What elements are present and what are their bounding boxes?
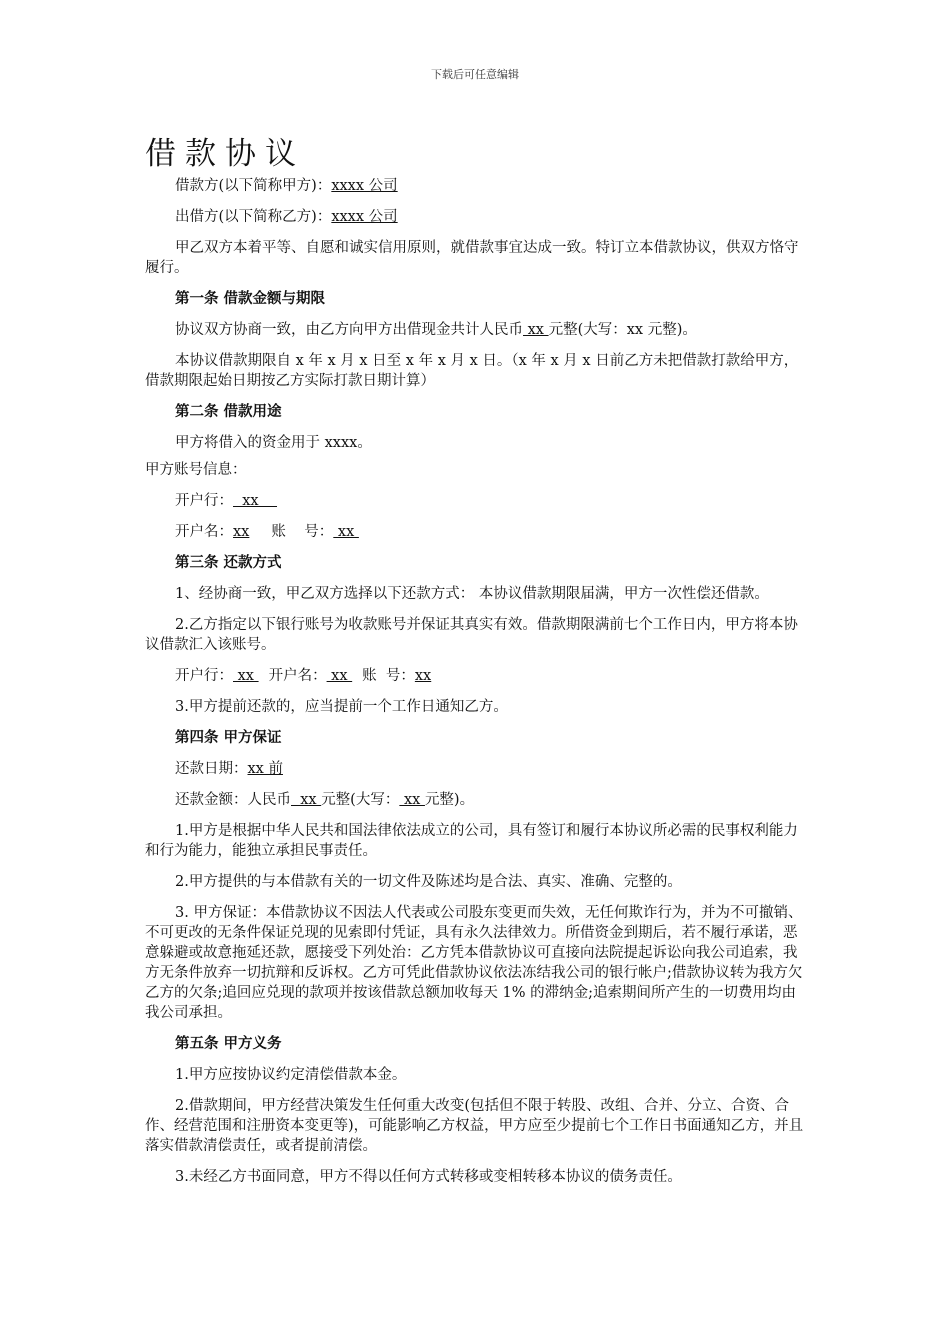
repayment-amount-line: 还款金额：人民币 xx 元整(大写： xx 元整)。 [175, 792, 475, 808]
borrower-name: xxxx 公司 [331, 178, 398, 194]
lender-name: xxxx 公司 [331, 209, 398, 225]
repayment-method-paragraph: 1、经协商一致，甲乙双方选择以下还款方式： 本协议借款期限届满，甲方一次性偿还借款。 [175, 586, 769, 602]
obligation-paragraph-1: 1.甲方应按协议约定清偿借款本金。 [175, 1067, 407, 1083]
document-body [145, 176, 805, 1198]
account-info-label: 甲方账号信息： [145, 462, 247, 478]
repayment-date-line: 还款日期：xx 前 [175, 761, 283, 777]
borrower-bank-line: 开户行： xx [175, 493, 278, 509]
loan-amount-paragraph: 协议双方协商一致，由乙方向甲方出借现金共计人民币 xx 元整(大写：xx 元整)。 [175, 322, 697, 338]
lender-bank-line: 开户行： xx 开户名： xx 账 号：xx [175, 668, 432, 684]
obligation-paragraph-2: 2.借款期间，甲方经营决策发生任何重大改变(包括但不限于转股、改组、合并、分立、合资、合作、经营范围和注册资本变更等)，可能影响乙方权益，甲方应至少提前七个工作日书面通知乙方，并且落实借款清偿责任，或者提前清偿。 [145, 1098, 804, 1154]
guarantee-paragraph-2: 2.甲方提供的与本借款有关的一切文件及陈述均是合法、真实、准确、完整的。 [175, 874, 682, 890]
loan-purpose-paragraph: 甲方将借入的资金用于 xxxx。 [175, 435, 372, 451]
document-title: 借款协议 [145, 136, 305, 172]
lender-account-name: xx [326, 668, 353, 684]
loan-term-paragraph: 本协议借款期限自 x 年 x 月 x 日至 x 年 x 月 x 日。（x 年 x 月 x 日前乙方未把借款打款给甲方，借款期限起始日期按乙方实际打款日期计算） [145, 353, 799, 389]
repayment-amount-upper: xx [399, 792, 425, 808]
intro-paragraph: 甲乙双方本着平等、自愿和诚实信用原则，就借款事宜达成一致。特订立本借款协议，供双方恪守履行。 [145, 240, 799, 276]
early-repayment-paragraph: 3.甲方提前还款的，应当提前一个工作日通知乙方。 [175, 699, 508, 715]
guarantee-paragraph-3: 3. 甲方保证：本借款协议不因法人代表或公司股东变更而失效，无任何欺诈行为，并为不可撤销、不可更改的无条件保证兑现的见索即付凭证，具有永久法律效力。所借资金到期后，若不履行承诺，恶意躲避或故意拖延还款，愿接受下列处治：乙方凭本借款协议可直接向法院提起诉讼向我公司追索，我方无条件放弃一切抗辩和反诉权。乙方可凭此借款协议依法冻结我公司的银行帐户;借款协议转为我方欠乙方的欠条;追回应兑现的款项并按该借款总额加收每天 1% 的滞纳金;追索期间所产生的一切费用均由我公司承担。 [145, 905, 803, 1021]
repayment-date: xx 前 [247, 761, 283, 777]
lender-line: 出借方(以下简称乙方)：xxxx 公司 [175, 209, 398, 225]
lender-bank-value: xx [233, 668, 259, 684]
article-5-heading: 第五条 甲方义务 [175, 1035, 282, 1052]
loan-amount: xx [523, 322, 549, 338]
borrower-account-line: 开户名：xx 账 号： xx [175, 524, 359, 540]
article-1-heading: 第一条 借款金额与期限 [175, 290, 326, 307]
borrower-account-number: xx [333, 524, 359, 540]
obligation-paragraph-3: 3.未经乙方书面同意，甲方不得以任何方式转移或变相转移本协议的债务责任。 [175, 1169, 682, 1185]
receiving-account-paragraph: 2.乙方指定以下银行账号为收款账号并保证其真实有效。借款期限满前七个工作日内，甲方将本协议借款汇入该账号。 [145, 617, 798, 653]
repayment-amount: xx [291, 792, 322, 808]
article-4-heading: 第四条 甲方保证 [175, 729, 282, 746]
borrower-account-name: xx [233, 524, 250, 540]
borrower-bank-value: xx [233, 493, 278, 509]
page-header: 下载后可任意编辑 [431, 68, 519, 81]
lender-account-number: xx [414, 668, 432, 684]
article-3-heading: 第三条 还款方式 [175, 554, 282, 571]
guarantee-paragraph-1: 1.甲方是根据中华人民共和国法律依法成立的公司，具有签订和履行本协议所必需的民事权利能力和行为能力，能独立承担民事责任。 [145, 823, 798, 859]
borrower-line: 借款方(以下简称甲方)：xxxx 公司 [175, 178, 398, 194]
article-2-heading: 第二条 借款用途 [175, 403, 282, 420]
